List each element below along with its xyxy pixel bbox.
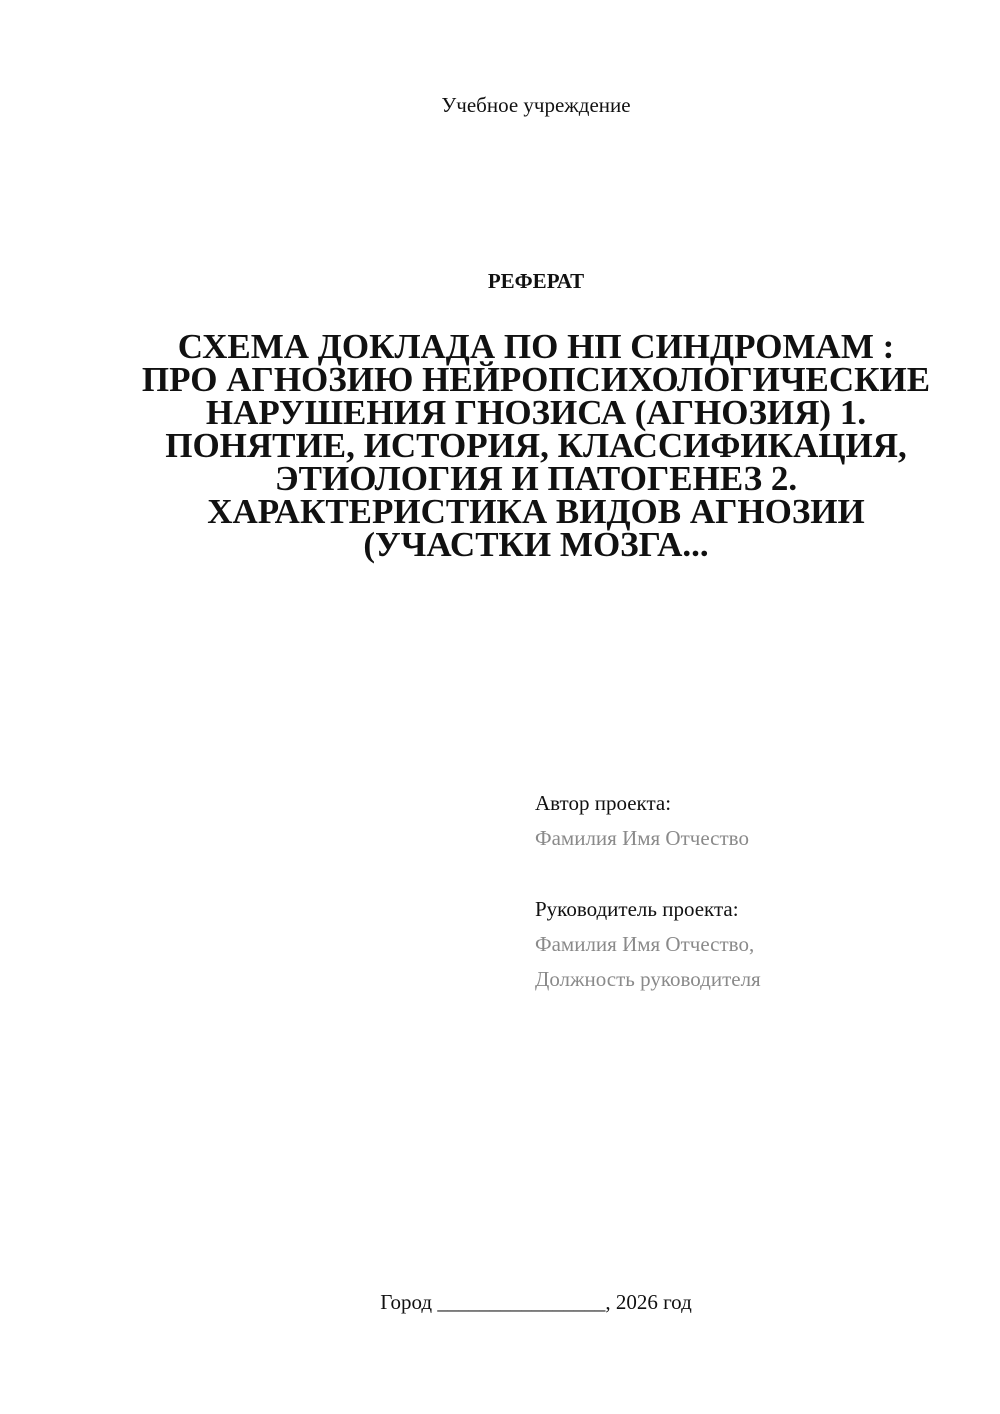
author-block bbox=[535, 786, 975, 856]
supervisor-position: Должность руководителя bbox=[535, 967, 761, 991]
supervisor-name: Фамилия Имя Отчество, bbox=[535, 932, 755, 956]
author-label: Автор проекта: bbox=[535, 791, 672, 815]
document-type: РЕФЕРАТ bbox=[487, 269, 585, 293]
city-year-footer: Город ________________, 2026 год bbox=[380, 1290, 692, 1314]
document-title: СХЕМА ДОКЛАДА ПО НП СИНДРОМАМ : ПРО АГНОЗИЮ НЕЙРОПСИХОЛОГИЧЕСКИЕ НАРУШЕНИЯ ГНОЗИСА (АГНОЗИЯ) 1. ПОНЯТИЕ, ИСТОРИЯ, КЛАССИФИКАЦИЯ, ЭТИОЛОГИЯ И ПАТОГЕНЕЗ 2. ХАРАКТЕРИСТИКА ВИДОВ АГНОЗИИ (УЧАСТКИ МОЗГА... bbox=[141, 327, 931, 564]
institution-name: Учебное учреждение bbox=[441, 93, 631, 117]
author-name: Фамилия Имя Отчество bbox=[535, 826, 749, 850]
supervisor-label: Руководитель проекта: bbox=[535, 897, 739, 921]
supervisor-block bbox=[535, 892, 975, 997]
